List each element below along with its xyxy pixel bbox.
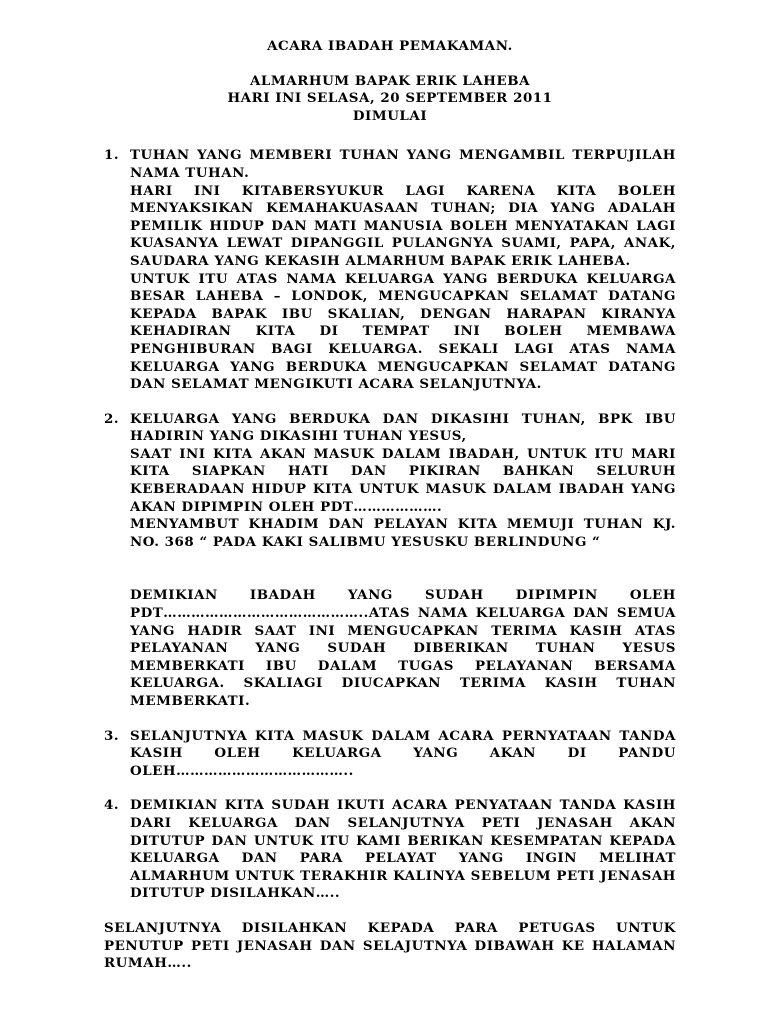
date-line: HARI INI SELASA, 20 SEPTEMBER 2011 [227, 90, 553, 107]
item-body [130, 728, 676, 781]
document-header [104, 38, 676, 125]
item-paragraph: MENYAMBUT KHADIM DAN PELAYAN KITA MEMUJI TUHAN KJ. NO. 368 “ PADA KAKI SALIBMU YESUSKU BERLINDUNG “ [130, 516, 676, 550]
item-paragraph: HARI INI KITABERSYUKUR LAGI KARENA KITA BOLEH MENYAKSIKAN KEMAHAKUASAAN TUHAN; DIA YANG ADALAH PEMILIK HIDUP DAN MATI MANUSIA BOLEH MENYATAKAN LAGI KUASANYA LEWAT DIPANGGIL PULANGNYA SUAMI, PAPA, ANAK, SAUDARA YANG KEKASIH ALMARHUM BAPAK ERIK LAHEBA. [130, 182, 676, 269]
item-paragraph: UNTUK ITU ATAS NAMA KELUARGA YANG BERDUKA KELUARGA BESAR LAHEBA – LONDOK, MENGUCAPKAN SELAMAT DATANG KEPADA BAPAK IBU SKALIAN, DENGAN HARAPAN KIRANYA KEHADIRAN KITA DI TEMPAT INI BOLEH MEMBAWA PENGHIBURAN BAGI KELUARGA. SEKALI LAGI ATAS NAMA KELUARGA YANG BERDUKA MENGUCAPKAN SELAMAT DATANG DAN SELAMAT MENGIKUTI ACARA SELANJUTNYA. [130, 270, 676, 393]
agenda-item-3 [104, 728, 676, 781]
agenda-item-2 [104, 411, 676, 552]
agenda-list [104, 147, 676, 972]
start-line: DIMULAI [352, 107, 428, 124]
item-paragraph: KELUARGA YANG BERDUKA DAN DIKASIHI TUHAN, BPK IBU HADIRIN YANG DIKASIHI TUHAN YESUS, [130, 410, 676, 445]
item-paragraph: TUHAN YANG MEMBERI TUHAN YANG MENGAMBIL TERPUJILAH NAMA TUHAN. [130, 147, 676, 181]
item-paragraph: DEMIKIAN KITA SUDAH IKUTI ACARA PENYATAAN TANDA KASIH DARI KELUARGA DAN SELANJUTNYA PETI JENASAH AKAN DITUTUP DAN UNTUK ITU KAMI BERIKAN KESEMPATAN KEPADA KELUARGA DAN PARA PELAYAT YANG INGIN MELIHAT ALMARHUM UNTUK TERAKHIR KALINYA SEBELUM PETI JENASAH DITUTUP DISILAHKAN….. [130, 797, 676, 902]
item-number: 4. [104, 797, 120, 814]
item-paragraph: SAAT INI KITA AKAN MASUK DALAM IBADAH, UNTUK ITU MARI KITA SIAPKAN HATI DAN PIKIRAN BAHKAN SELURUH KEBERADAAN HIDUP KITA UNTUK MASUK DALAM IBADAH YANG AKAN DIPIMPIN OLEH PDT………………. [130, 445, 676, 515]
item-number: 3. [104, 727, 120, 744]
item-body [130, 797, 676, 903]
item-number: 1. [104, 147, 120, 164]
agenda-item-4 [104, 797, 676, 903]
item-body [130, 411, 676, 552]
final-paragraph: SELANJUTNYA DISILAHKAN KEPADA PARA PETUGAS UNTUK PENUTUP PETI JENASAH DAN SELAJUTNYA DIBAWAH KE HALAMAN RUMAH….. [104, 919, 676, 972]
deceased-name-line: ALMARHUM BAPAK ERIK LAHEBA [249, 72, 531, 89]
item-paragraph: SELANJUTNYA KITA MASUK DALAM ACARA PERNYATAAN TANDA KASIH OLEH KELUARGA YANG AKAN DI PANDU OLEH……………………………….. [130, 727, 676, 779]
agenda-item-1 [104, 147, 676, 393]
item-body [130, 147, 676, 393]
closing-paragraph: DEMIKIAN IBADAH YANG SUDAH DIPIMPIN OLEH PDT……………………………………..ATAS NAMA KELUARGA DAN SEMUA YANG HADIR SAAT INI MENGUCAPKAN TERIMA KASIH ATAS PELAYANAN YANG SUDAH DIBERIKAN TUHAN YESUS MEMBERKATI IBU DALAM TUGAS PELAYANAN BERSAMA KELUARGA. SKALIAGI DIUCAPKAN TERIMA KASIH TUHAN MEMBERKATI. [130, 587, 676, 709]
item-number: 2. [104, 410, 120, 427]
document-title: ACARA IBADAH PEMAKAMAN. [267, 38, 513, 54]
